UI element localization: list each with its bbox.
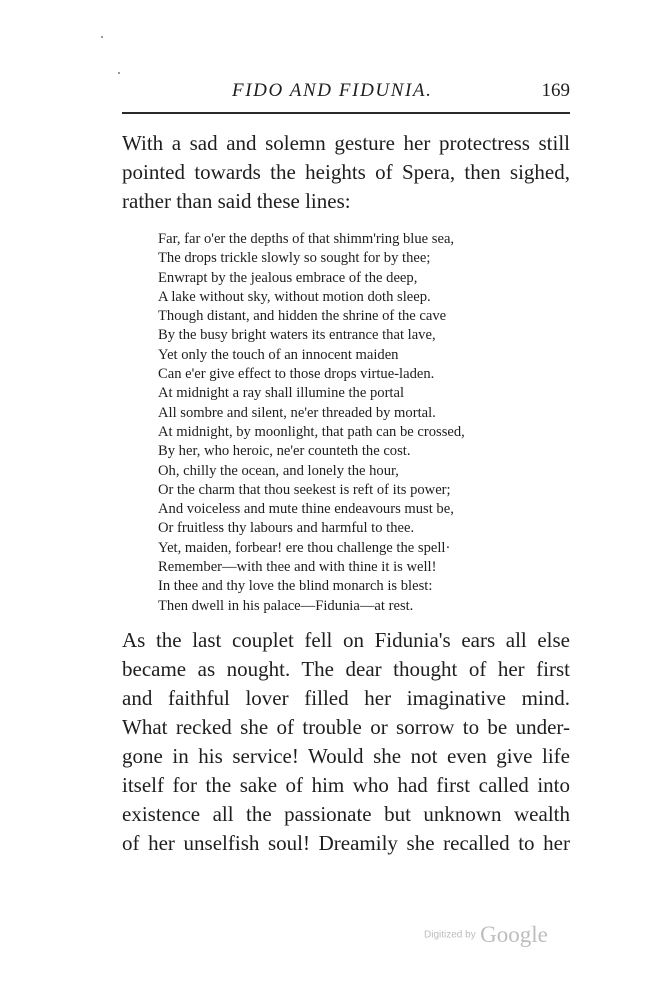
text-line: and faithful lover filled her imaginative mind. xyxy=(122,686,570,710)
paragraph-intro xyxy=(122,129,570,216)
page-header xyxy=(122,78,570,108)
poem-line: Far, far o'er the depths of that shimm'ring blue sea, xyxy=(158,231,455,247)
running-title: FIDO AND FIDUNIA. xyxy=(232,80,433,101)
text-line: gone in his service! Would she not even give life xyxy=(122,744,570,768)
text-line: As the last couplet fell on Fidunia's ears all else xyxy=(122,628,570,652)
poem-line: By her, who heroic, ne'er counteth the cost. xyxy=(158,443,411,460)
text-line: rather than said these lines: xyxy=(122,189,351,213)
poem-line: Enwrapt by the jealous embrace of the deep, xyxy=(158,269,418,286)
poem-line: And voiceless and mute thine endeavours must be, xyxy=(158,501,454,518)
poem-line: At midnight, by moonlight, that path can be crossed, xyxy=(158,423,465,440)
poem-line: Though distant, and hidden the shrine of the cave xyxy=(158,308,447,325)
header-rule xyxy=(122,112,570,114)
poem-line: Can e'er give effect to those drops virtue-laden. xyxy=(158,366,435,383)
poem-line: Yet only the touch of an innocent maiden xyxy=(158,346,399,363)
text-line: itself for the sake of him who had first called into xyxy=(122,773,570,797)
poem-line: Yet, maiden, forbear! ere thou challenge the spell· xyxy=(158,539,451,556)
text-line: became as nought. The dear thought of her first xyxy=(122,657,570,681)
poem-line: Oh, chilly the ocean, and lonely the hour, xyxy=(158,462,399,479)
print-speck xyxy=(101,36,103,38)
text-line: With a sad and solemn gesture her protectress still xyxy=(122,131,570,155)
poem-line: Or the charm that thou seekest is reft of its power; xyxy=(158,481,451,498)
page-number: 169 xyxy=(541,80,570,101)
poem-line: The drops trickle slowly so sought for by thee; xyxy=(158,250,431,267)
text-line: What recked she of trouble or sorrow to be under- xyxy=(122,715,570,739)
poem-line: Then dwell in his palace—Fidunia—at rest. xyxy=(158,597,414,614)
poem-line: All sombre and silent, ne'er threaded by mortal. xyxy=(158,404,436,421)
poem-line: In thee and thy love the blind monarch is blest: xyxy=(158,578,433,595)
text-line: existence all the passionate but unknown wealth xyxy=(122,802,570,826)
print-speck xyxy=(118,72,120,74)
poem-line: A lake without sky, without motion doth sleep. xyxy=(158,288,431,305)
google-logo: Google xyxy=(480,922,548,947)
watermark-prefix: Digitized by xyxy=(424,929,476,941)
poem-block xyxy=(158,230,538,616)
poem-line: At midnight a ray shall illumine the portal xyxy=(158,385,405,402)
poem-line: Remember—with thee and with thine it is well! xyxy=(158,559,437,576)
poem-line: Or fruitless thy labours and harmful to thee. xyxy=(158,520,415,537)
poem-line: By the busy bright waters its entrance that lave, xyxy=(158,327,436,344)
digitized-watermark xyxy=(424,922,548,948)
paragraph-continuation xyxy=(122,626,570,858)
text-line: of her unselfish soul! Dreamily she recalled to her xyxy=(122,831,570,855)
text-line: pointed towards the heights of Spera, then sighed, xyxy=(122,160,570,184)
